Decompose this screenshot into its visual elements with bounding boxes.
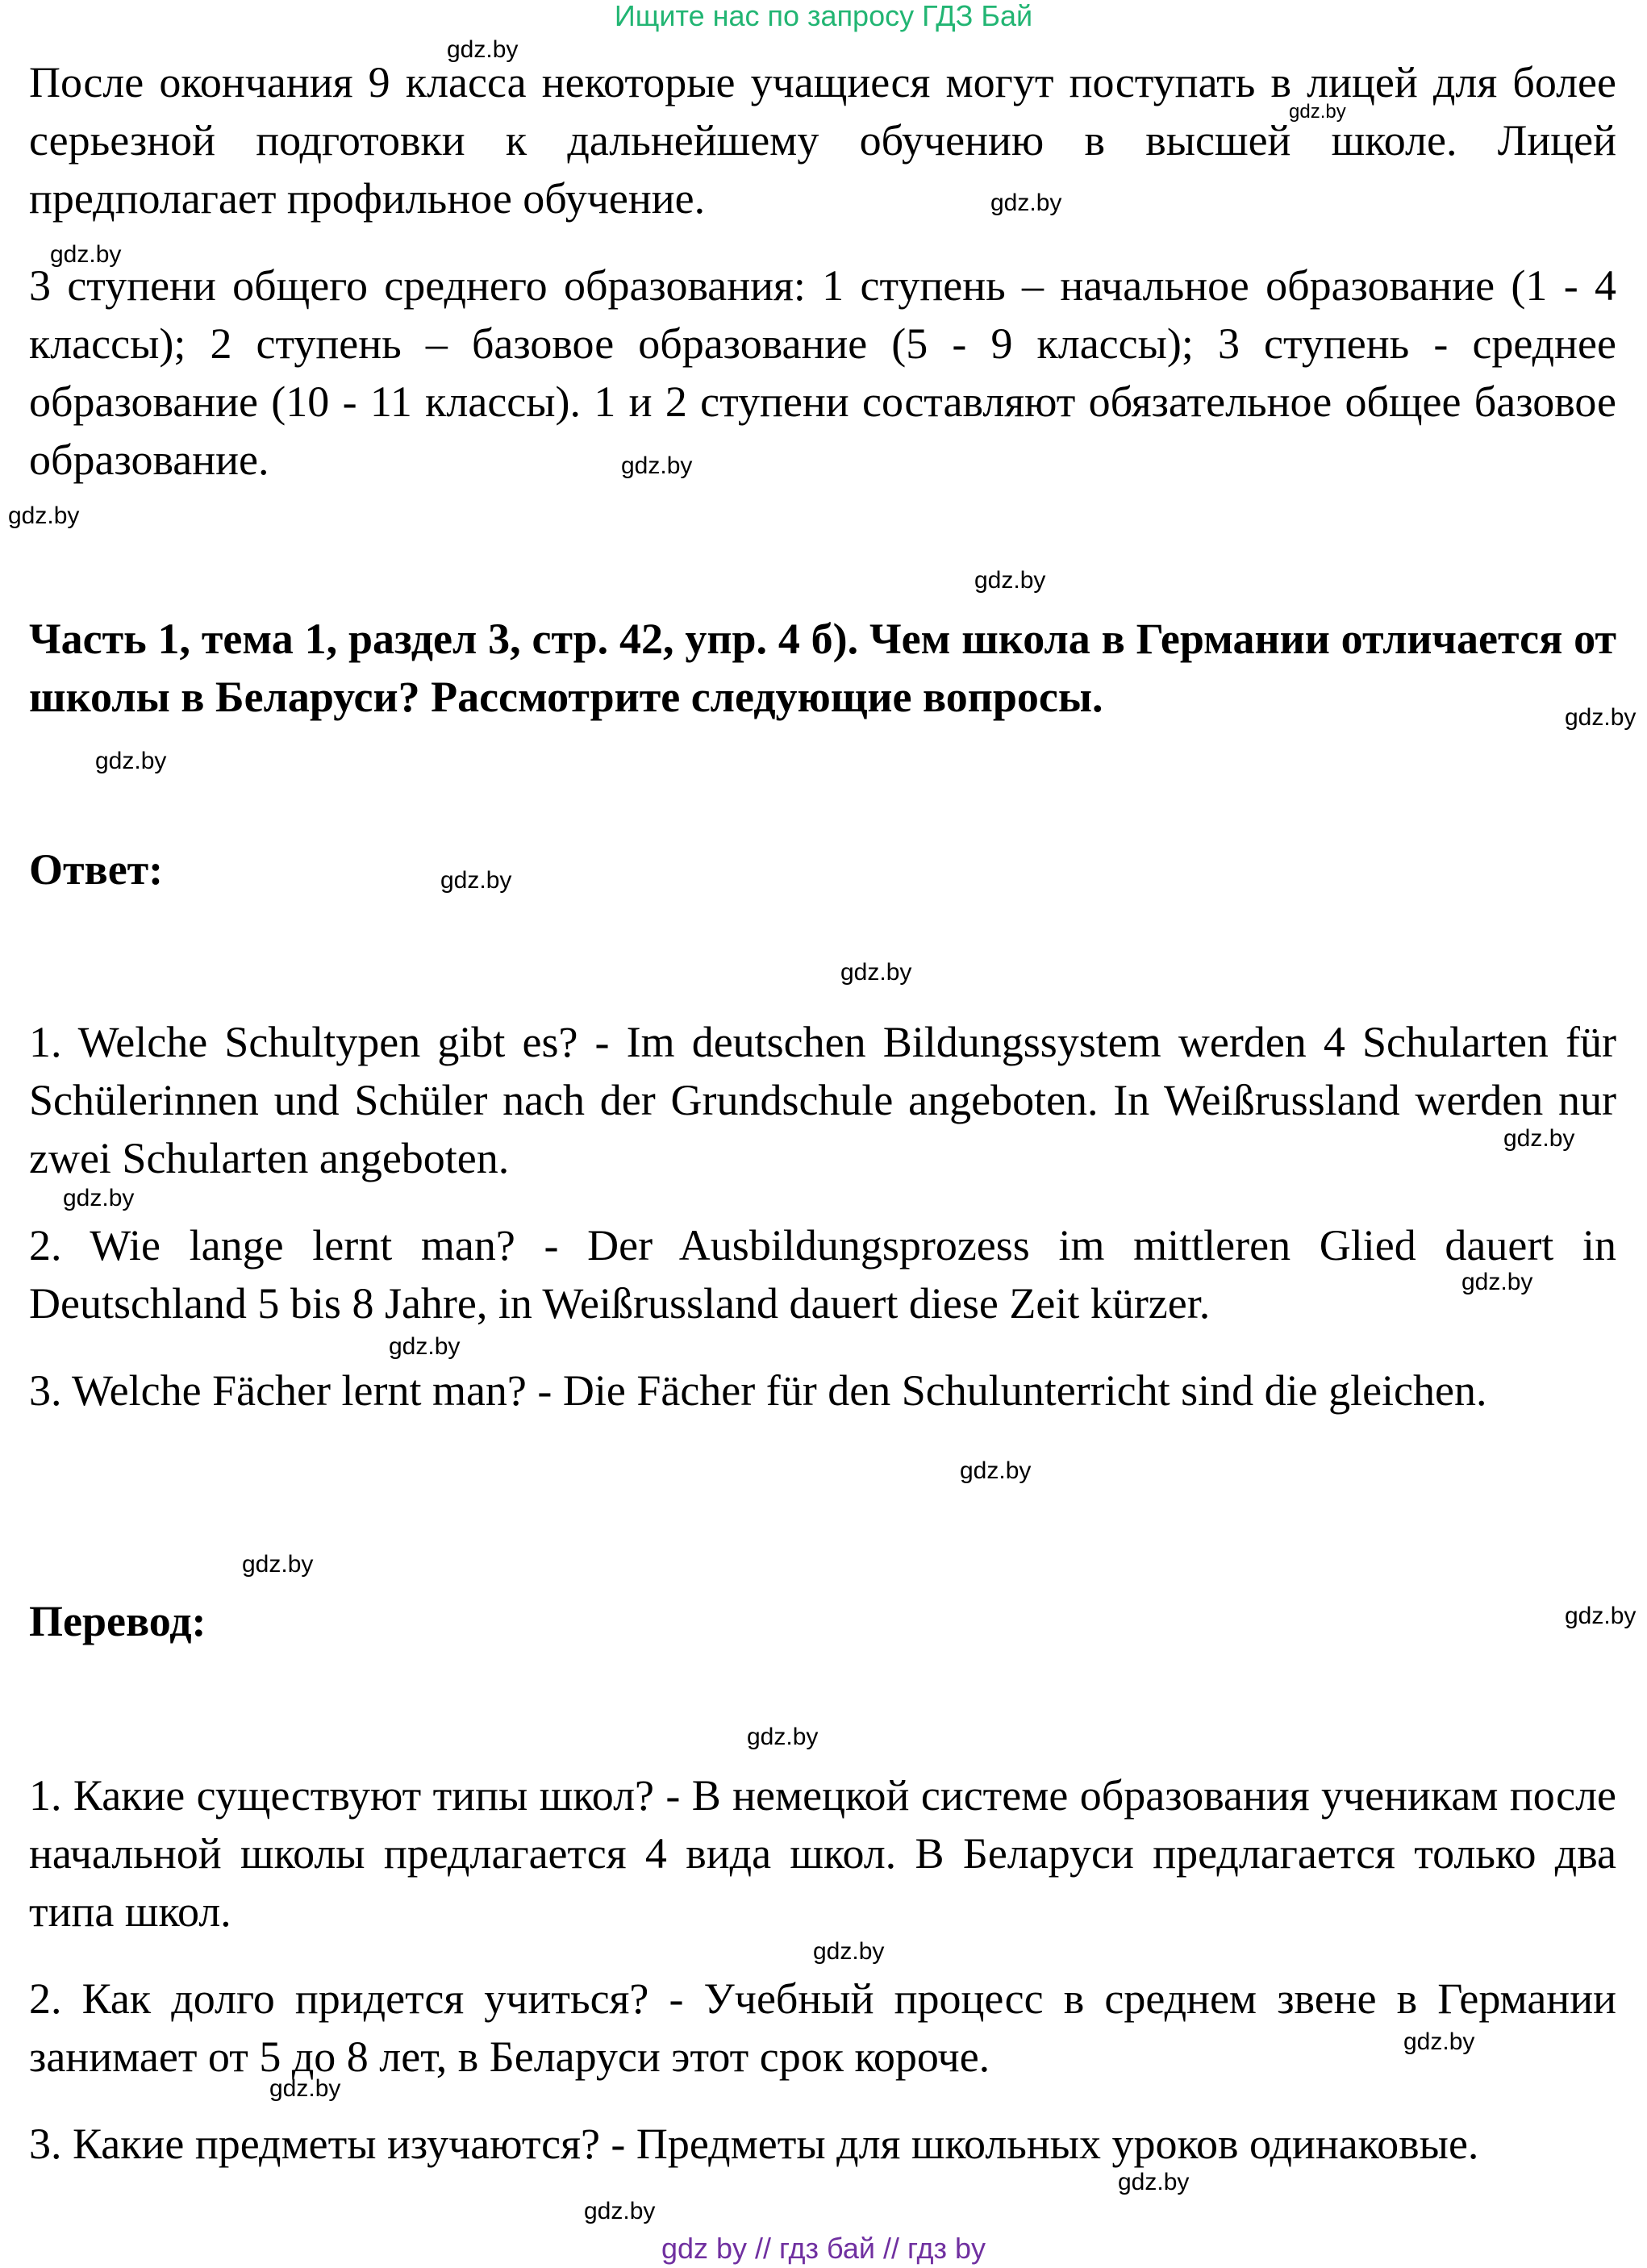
answer-label: Ответ:: [29, 845, 164, 894]
search-banner[interactable]: Ищите нас по запросу ГДЗ Бай: [614, 0, 1033, 32]
watermark: gdz.by: [1289, 101, 1346, 123]
watermark: gdz.by: [63, 1185, 135, 1211]
translation-item-1: 1. Какие существуют типы школ? - В немецкой системе образования ученикам после начальной школы предлагается 4 вида школ. В Беларуси предлагается только два типа школ.: [29, 1771, 1616, 1936]
watermark: gdz.by: [440, 867, 512, 894]
watermark: gdz.by: [1565, 1603, 1637, 1629]
task-heading: Часть 1, тема 1, раздел 3, стр. 42, упр. 4 б). Чем школа в Германии отличается от школы в Беларуси? Рассмотрите следующие вопросы.: [29, 615, 1616, 721]
stages-paragraph: 3 ступени общего среднего образования: 1 ступень – начальное образование (1 - 4 классы); 2 ступень – базовое образование (5 - 9 классы); 3 ступень - среднее образование (10 - 11 классы). 1 и 2 ступени составляют обязательное общее базовое образование.: [29, 261, 1616, 484]
watermark: gdz.by: [584, 2198, 656, 2224]
watermark: gdz.by: [269, 2075, 341, 2102]
answer-item-3: 3. Welche Fächer lernt man? - Die Fächer für den Schulunterricht sind die gleichen.: [29, 1366, 1487, 1415]
watermark: gdz.by: [813, 1938, 885, 1965]
watermark: gdz.by: [50, 241, 122, 268]
watermark: gdz.by: [840, 959, 912, 986]
watermark: gdz.by: [621, 452, 693, 479]
translation-item-3: 3. Какие предметы изучаются? - Предметы для школьных уроков одинаковые.: [29, 2120, 1479, 2168]
watermark: gdz.by: [1503, 1125, 1575, 1152]
watermark: gdz.by: [1118, 2169, 1190, 2195]
translation-label: Перевод:: [29, 1597, 206, 1645]
watermark: gdz.by: [1565, 704, 1637, 731]
answer-item-1: 1. Welche Schultypen gibt es? - Im deutschen Bildungssystem werden 4 Schularten für Schülerinnen und Schüler nach der Grundschule angeboten. In Weißrussland werden nur zwei Schularten angeboten.: [29, 1018, 1616, 1182]
watermark: gdz.by: [1403, 2028, 1475, 2055]
watermark: gdz.by: [990, 190, 1062, 216]
watermark: gdz.by: [1461, 1269, 1533, 1295]
watermark: gdz.by: [960, 1457, 1032, 1484]
translation-item-2: 2. Как долго придется учиться? - Учебный процесс в среднем звене в Германии занимает от 5 до 8 лет, в Беларуси этот срок короче.: [29, 1974, 1616, 2081]
watermark: gdz.by: [747, 1724, 819, 1750]
watermark: gdz.by: [447, 36, 519, 63]
watermark: gdz.by: [974, 567, 1046, 594]
lyceum-paragraph: После окончания 9 класса некоторые учащиеся могут поступать в лицей для более серьезной подготовки к дальнейшему обучению в высшей школе. Лицей предполагает профильное обучение.: [29, 58, 1616, 223]
watermark: gdz.by: [8, 502, 80, 529]
watermark: gdz.by: [95, 748, 167, 774]
watermark: gdz.by: [389, 1333, 461, 1360]
footer-links[interactable]: gdz by // гдз бай // гдз by: [661, 2232, 986, 2265]
watermark: gdz.by: [242, 1551, 314, 1578]
answer-item-2: 2. Wie lange lernt man? - Der Ausbildungsprozess im mittleren Glied dauert in Deutschland 5 bis 8 Jahre, in Weißrussland dauert diese Zeit kürzer.: [29, 1221, 1616, 1328]
